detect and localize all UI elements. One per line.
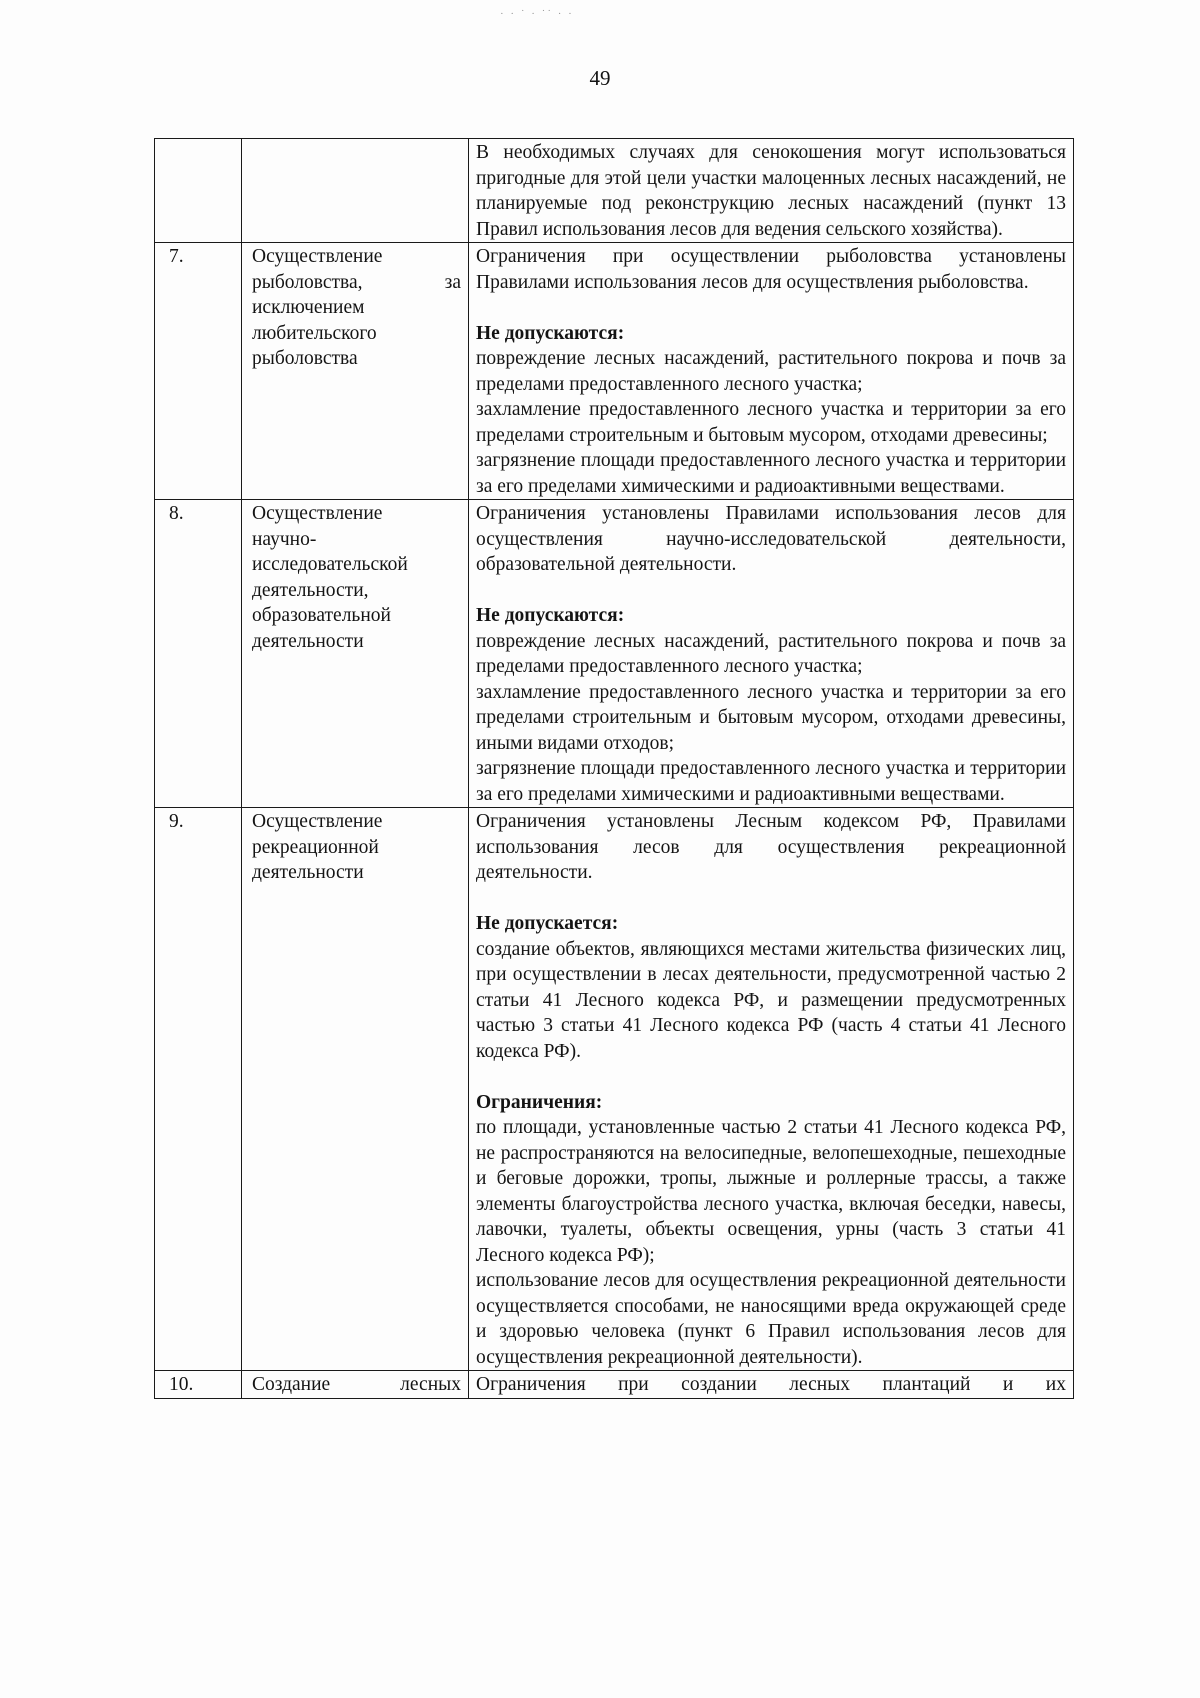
restriction-description-cell xyxy=(469,1371,1074,1399)
restriction-paragraph: повреждение лесных насаждений, растительного покрова и почв за пределами предоставленного лесного участка; xyxy=(476,348,1066,395)
restriction-heading: Не допускаются: xyxy=(476,322,625,344)
row-number: 9. xyxy=(155,808,242,1371)
activity-name-line: деятельности xyxy=(252,630,364,652)
restriction-heading: Не допускаются: xyxy=(476,605,625,626)
activity-name-cell xyxy=(242,500,469,808)
restriction-paragraph: захламление предоставленного лесного участка и территории за его пределами строительным и бытовым мусором, отходами древесины; xyxy=(476,399,1066,446)
restriction-description-cell xyxy=(469,500,1074,808)
table-row xyxy=(155,808,1074,1371)
activity-name-line: рекреационной xyxy=(252,836,379,858)
restriction-description-cell xyxy=(469,808,1074,1371)
restriction-description-cell xyxy=(469,139,1074,243)
restriction-paragraph: использование лесов для осуществления рекреационной деятельности осуществляется способами, не наносящими вреда окружающей среде и здоровью человека (пункт 6 Правил использования лесов для осуществления рекреационной деятельности). xyxy=(476,1270,1066,1368)
activity-name-line: рыболовства xyxy=(252,348,358,369)
table-row xyxy=(155,139,1074,243)
scan-noise: · · ˙ · ˙˙ · · xyxy=(500,8,574,20)
activity-name-line: Осуществление xyxy=(252,246,383,267)
restrictions-table xyxy=(154,138,1074,1399)
activity-name-line: научно- xyxy=(252,528,317,550)
activity-name-line: исключением xyxy=(252,297,365,318)
restriction-paragraph: захламление предоставленного лесного участка и территории за его пределами строительным и бытовым мусором, отходами древесины, иными видами отходов; xyxy=(476,681,1066,754)
restriction-paragraph: В необходимых случаях для сенокошения могут использоваться пригодные для этой цели участки малоценных лесных насаждений, не планируемые под реконструкцию лесных насаждений (пункт 13 Правил использования лесов для ведения сельского хозяйства). xyxy=(476,142,1066,240)
row-number xyxy=(155,139,242,243)
activity-name-line: деятельности, xyxy=(252,579,369,601)
activity-name-cell xyxy=(242,139,469,243)
restriction-description-cell xyxy=(469,243,1074,500)
activity-name-line: образовательной xyxy=(252,605,391,626)
restriction-paragraph: загрязнение площади предоставленного лесного участка и территории за его пределами химическими и радиоактивными веществами. xyxy=(476,758,1066,805)
restriction-paragraph: создание объектов, являющихся местами жительства физических лиц, при осуществлении в лесах деятельности, предусмотренной частью 2 статьи 41 Лесного кодекса РФ, и размещении предусмотренных частью 3 статьи 41 Лесного кодекса РФ (часть 4 статьи 41 Лесного кодекса РФ). xyxy=(476,938,1066,1062)
restriction-paragraph: повреждение лесных насаждений, растительного покрова и почв за пределами предоставленного лесного участка; xyxy=(476,630,1066,677)
table-row xyxy=(155,500,1074,808)
table-body xyxy=(155,139,1074,1399)
restriction-paragraph: Ограничения установлены Лесным кодексом РФ, Правилами использования лесов для осуществления рекреационной деятельности. xyxy=(476,811,1066,883)
activity-name-cell xyxy=(242,243,469,500)
row-number: 7. xyxy=(155,243,242,500)
activity-name-line: любительского xyxy=(252,322,377,344)
activity-name-cell xyxy=(242,808,469,1371)
activity-name-line: Осуществление xyxy=(252,811,383,832)
table-row xyxy=(155,1371,1074,1399)
restriction-paragraph: Ограничения при осуществлении рыболовства установлены Правилами использования лесов для осуществления рыболовства. xyxy=(476,246,1066,293)
page-number: 49 xyxy=(589,66,611,90)
restriction-heading: Ограничения: xyxy=(476,1091,603,1113)
table-row xyxy=(155,243,1074,500)
activity-name-cell xyxy=(242,1371,469,1399)
restriction-paragraph: по площади, установленные частью 2 статьи 41 Лесного кодекса РФ, не распространяются на велосипедные, велопешеходные, пешеходные и беговые дорожки, тропы, лыжные и роллерные трассы, а также элементы благоустройства лесного участка, включая беседки, навесы, лавочки, туалеты, объекты освещения, урны (часть 3 статьи 41 Лесного кодекса РФ); xyxy=(476,1117,1066,1266)
restriction-paragraph: загрязнение площади предоставленного лесного участка и территории за его пределами химическими и радиоактивными веществами. xyxy=(476,450,1066,497)
activity-name-line: деятельности xyxy=(252,862,364,883)
activity-name-line: исследовательской xyxy=(252,554,408,575)
restriction-paragraph: Ограничения установлены Правилами использования лесов для осуществления научно-исследовательской деятельности, образовательной деятельности. xyxy=(476,503,1066,575)
activity-name-line: Создание лесных xyxy=(252,1374,461,1395)
restriction-heading: Не допускается: xyxy=(476,913,619,934)
row-number: 10. xyxy=(155,1371,242,1399)
row-number: 8. xyxy=(155,500,242,808)
activity-name-line: рыболовства, за xyxy=(252,271,461,293)
activity-name-line: Осуществление xyxy=(252,503,383,524)
restriction-paragraph: Ограничения при создании лесных плантаций и их xyxy=(476,1374,1066,1395)
